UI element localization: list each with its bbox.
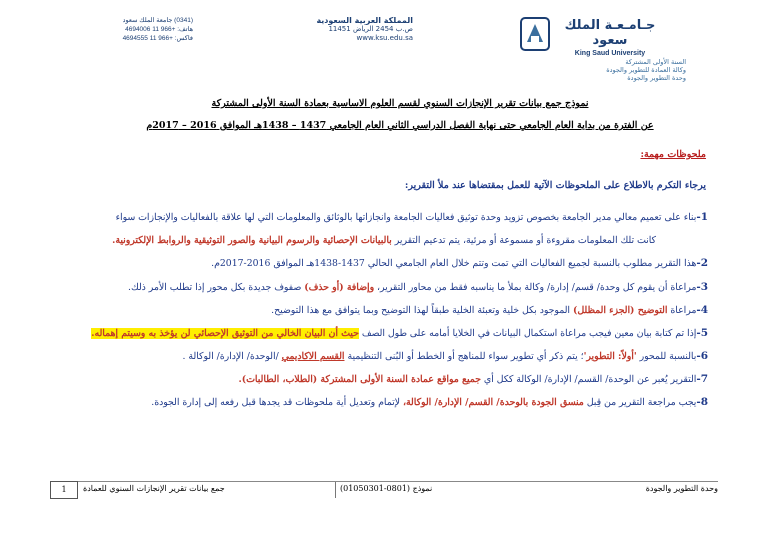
note-1-line-2 <box>112 234 656 248</box>
note-text: ؛ يتم ذكر أي تطوير سواء للمناهج أو الخطط أو البُنى التنظيمية <box>344 351 584 362</box>
footer-form-code: نموذج (0801-01050301) <box>340 484 433 493</box>
note-text: لإتمام وتعديل أية ملحوظات قد يجدها قبل رفعه إلى إدارة الجودة. <box>151 397 403 408</box>
university-name <box>560 18 660 57</box>
contact-line: فاكس: +966 11 4694555 <box>122 35 193 42</box>
note-8 <box>151 395 708 410</box>
note-text: مراعاة <box>667 305 697 316</box>
po-box: ص.ب 2454 الرياض 11451 <box>328 25 413 33</box>
office-line: وكالة العمادة للتطوير والجودة <box>606 66 686 74</box>
note-7 <box>238 372 708 387</box>
kingdom-name: المملكة العربية السعودية <box>316 16 413 25</box>
office-line: السنة الأولى المشتركة <box>625 58 686 66</box>
note-emphasis: وإضافة (أو حذف) <box>304 282 375 293</box>
period-title: عن الفترة من بداية العام الجامعي حتى نهاية الفصل الدراسي الثاني العام الجامعي 1437 – 1438هـ الموافق 2016 – 2017م <box>146 120 654 131</box>
note-text: كانت تلك المعلومات مقروءة أو مسموعة أو مرئية، يتم تدعيم التقرير <box>391 235 656 246</box>
intro-text: يرجاء التكرم بالاطلاع على الملحوظات الآتية للعمل بمقتضاها عند ملأ التقرير: <box>404 180 706 191</box>
note-number: 3- <box>696 281 708 293</box>
note-4 <box>271 303 708 318</box>
page-footer <box>50 484 718 498</box>
form-title: نموذج جمع بيانات تقرير الإنجازات السنوي لقسم العلوم الاساسية بعمادة السنة الأولى المشتركة <box>211 98 589 109</box>
letterhead-contact-right <box>293 16 413 43</box>
ksu-logo-icon <box>515 14 555 54</box>
footer-form-name: جمع بيانات تقرير الإنجازات السنوي للعمادة <box>83 484 225 493</box>
note-emphasis: التوضيح (الجزء المظلل) <box>572 305 668 316</box>
note-text: إذا تم كتابة بيان معين فيجب مراعاة استكمال البيانات في الخلايا أمامه على طول الصف <box>358 328 697 339</box>
note-number: 2- <box>696 257 708 269</box>
note-text: بالنسبة للمحور <box>636 351 697 362</box>
note-number: 5- <box>696 327 708 339</box>
contact-line: هاتف: +966 11 4694006 <box>125 26 193 33</box>
website: www.ksu.edu.sa <box>356 34 413 42</box>
note-highlight: حيث أن البيان الخالي من التوثيق الإحصائي لن يؤخذ به وسيتم إهماله. <box>91 328 359 339</box>
university-name-ar: جـامـعـة الملك سعود <box>564 18 656 48</box>
note-2 <box>211 256 708 271</box>
note-1-line-1 <box>116 210 708 225</box>
footer-divider <box>50 481 718 482</box>
footer-separator <box>335 482 336 498</box>
letterhead <box>88 10 688 82</box>
notes-heading: ملحوظات مهمة: <box>640 149 706 160</box>
note-number: 7- <box>696 373 708 385</box>
note-emphasis-underlined: القسم الاكاديمي <box>281 351 345 362</box>
note-number: 4- <box>696 304 708 316</box>
page-number: 1 <box>50 481 78 499</box>
note-5 <box>91 326 708 341</box>
note-3 <box>128 280 708 295</box>
footer-unit: وحدة التطوير والجودة <box>645 484 718 493</box>
note-text: مراعاة أن يقوم كل وحدة/ قسم/ إدارة/ وكالة بملأ ما يناسبه فقط من محاور التقرير، <box>374 282 697 293</box>
contact-line: (0341) جامعة الملك سعود <box>122 17 193 24</box>
note-text: يجب مراجعة التقرير من قِبل <box>583 397 697 408</box>
note-number: 1- <box>696 211 708 223</box>
note-text: بناء على تعميم معالي مدير الجامعة بخصوص تزويد وحدة توثيق فعاليات الجامعة وانجازاتها بالوثائق والمعلومات التي لها علاقة بالفعاليات والإنجازات سواء <box>115 212 697 223</box>
note-emphasis: 'أولاً: التطوير' <box>583 351 637 362</box>
note-6 <box>183 349 709 364</box>
office-line: وحدة التطوير والجودة <box>627 74 686 82</box>
note-text: الموجود بكل خلية وتعبئة الخلية طبقاً لهذا التوضيح وبما يتوافق مع هذا التوضيح. <box>271 305 573 316</box>
note-number: 6- <box>696 350 708 362</box>
note-text: التقرير يُعبر عن الوحدة/ القسم/ الإدارة/ الوكالة ككل أي <box>480 374 697 385</box>
office-name <box>568 58 686 82</box>
university-name-en: King Saud University <box>574 50 646 57</box>
letterhead-contact-left <box>98 16 193 43</box>
note-emphasis: جميع مواقع عمادة السنة الأولى المشتركة (الطلاب، الطالبات). <box>238 374 481 385</box>
note-text: هذا التقرير مطلوب بالنسبة لجميع الفعاليات التي تمت وتتم خلال العام الجامعي الحالي 1437-1438هـ الموافق 2016-2017م. <box>211 258 697 269</box>
note-emphasis: بالبيانات الإحصائية والرسوم البيانية والصور التوثيقية والروابط الإلكترونية. <box>112 235 392 246</box>
note-emphasis: منسق الجودة بالوحدة/ القسم/ الإدارة/ الوكالة، <box>402 397 584 408</box>
note-number: 8- <box>696 396 708 408</box>
note-text: /الوحدة/ الإدارة/ الوكالة . <box>182 351 282 362</box>
note-text: صفوف جديدة بكل محور إذا تطلب الأمر ذلك. <box>128 282 305 293</box>
